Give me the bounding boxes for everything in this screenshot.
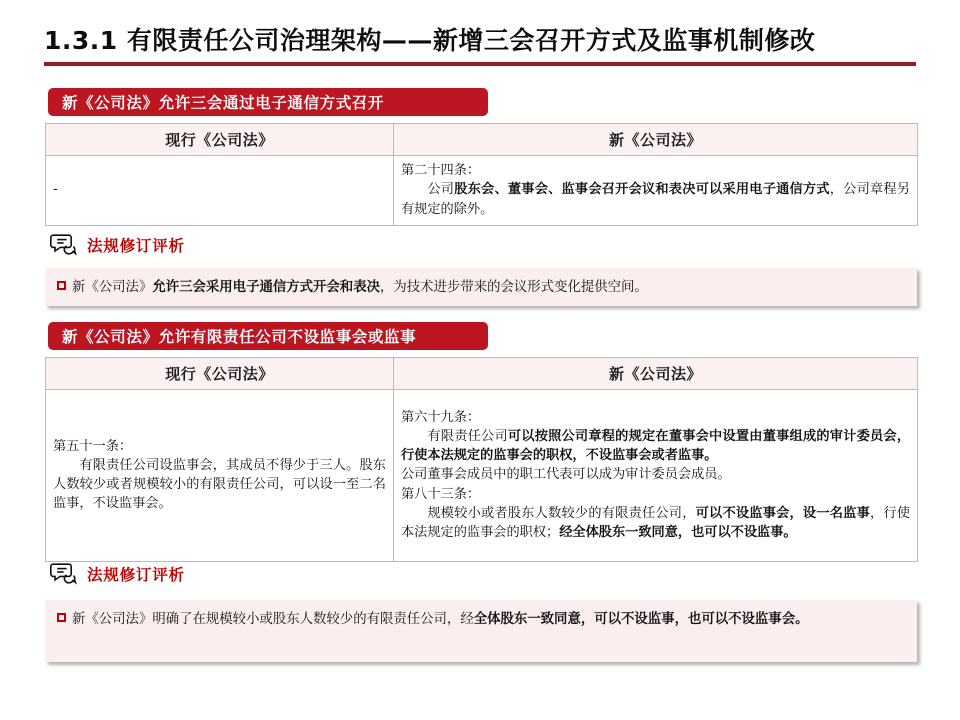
table-row <box>46 390 918 562</box>
article-body-1-prefix: 有限责任公司 <box>427 429 508 445</box>
article-title: 第二十四条： <box>401 163 481 179</box>
comment-heading-label: 法规修订评析 <box>87 237 185 255</box>
article-body-2-bold-1: 可以不设监事会，设一名监事 <box>695 505 870 521</box>
comparison-table-1 <box>45 123 918 226</box>
comment-pre: 新《公司法》明确了在规模较小或股东人数较少的有限责任公司，经 <box>72 612 474 627</box>
speech-bubble-icon <box>50 233 78 257</box>
cell-new-law-1 <box>394 156 918 226</box>
comment-heading-1 <box>50 233 185 257</box>
th-new-law: 新《公司法》 <box>394 358 918 390</box>
article-body-suffix: ，公司章程另有规定的除外。 <box>401 182 911 217</box>
article-body-1-extra: 公司董事会成员中的职工代表可以成为审计委员会成员。 <box>401 467 731 483</box>
page-title: 1.3.1 有限责任公司治理架构——新增三会召开方式及监事机制修改 <box>44 26 816 55</box>
article-title-1: 第六十九条： <box>401 410 481 425</box>
article-body-2-prefix: 规模较小或者股东人数较少的有限责任公司， <box>427 505 696 521</box>
article-title-2: 第八十三条： <box>401 486 481 502</box>
comment-bold: 全体股东一致同意，可以不设监事，也可以不设监事会。 <box>473 612 809 627</box>
table-header-row <box>46 358 918 390</box>
table-header-row <box>46 124 918 156</box>
comment-heading-2 <box>50 562 185 586</box>
article-body-prefix: 公司 <box>427 182 455 198</box>
speech-bubble-icon <box>50 562 78 586</box>
dash-placeholder: - <box>53 182 58 198</box>
th-new-law: 新《公司法》 <box>394 124 918 156</box>
article-body <box>401 180 910 218</box>
cell-current-law-2 <box>46 390 394 562</box>
comment-box-1 <box>45 268 917 306</box>
article-body-1 <box>401 427 910 465</box>
table-row <box>46 156 918 226</box>
comment-box-2 <box>45 600 917 662</box>
th-current-law: 现行《公司法》 <box>46 358 394 390</box>
article-body-2 <box>401 504 910 542</box>
article-body-2-mid: ，行使本法规定的监事会的职权； <box>401 505 911 540</box>
cell-new-law-2 <box>394 390 918 562</box>
section-banner-2: 新《公司法》允许有限责任公司不设监事会或监事 <box>48 322 488 350</box>
th-current-law: 现行《公司法》 <box>46 124 394 156</box>
article-body: 有限责任公司设监事会，其成员不得少于三人。股东人数较少或者规模较小的有限责任公司，可以设一至二名监事，不设监事会。 <box>53 457 386 512</box>
cell-current-law-1 <box>46 156 394 226</box>
comment-post: ，为技术进步带来的会议形式变化提供空间。 <box>379 280 648 295</box>
comment-pre: 新《公司法》 <box>72 280 153 295</box>
title-underline-rule <box>44 62 916 66</box>
comparison-table-2 <box>45 357 918 562</box>
article-body-1-bold: 可以按照公司章程的规定在董事会中设置由董事组成的审计委员会，行使本法规定的监事会的职权，不设监事会或者监事。 <box>401 429 911 464</box>
comment-heading-label: 法规修订评析 <box>87 566 185 584</box>
title-block <box>44 26 916 66</box>
square-bullet-icon <box>57 281 66 290</box>
article-body-2-bold-2: 经全体股东一致同意，也可以不设监事。 <box>559 524 797 540</box>
comment-bold: 允许三会采用电子通信方式开会和表决 <box>152 280 380 295</box>
section-banner-1: 新《公司法》允许三会通过电子通信方式召开 <box>48 88 488 116</box>
square-bullet-icon <box>57 613 66 622</box>
article-title: 第五十一条： <box>53 438 133 454</box>
article-body-bold: 股东会、董事会、监事会召开会议和表决可以采用电子通信方式 <box>454 182 830 198</box>
